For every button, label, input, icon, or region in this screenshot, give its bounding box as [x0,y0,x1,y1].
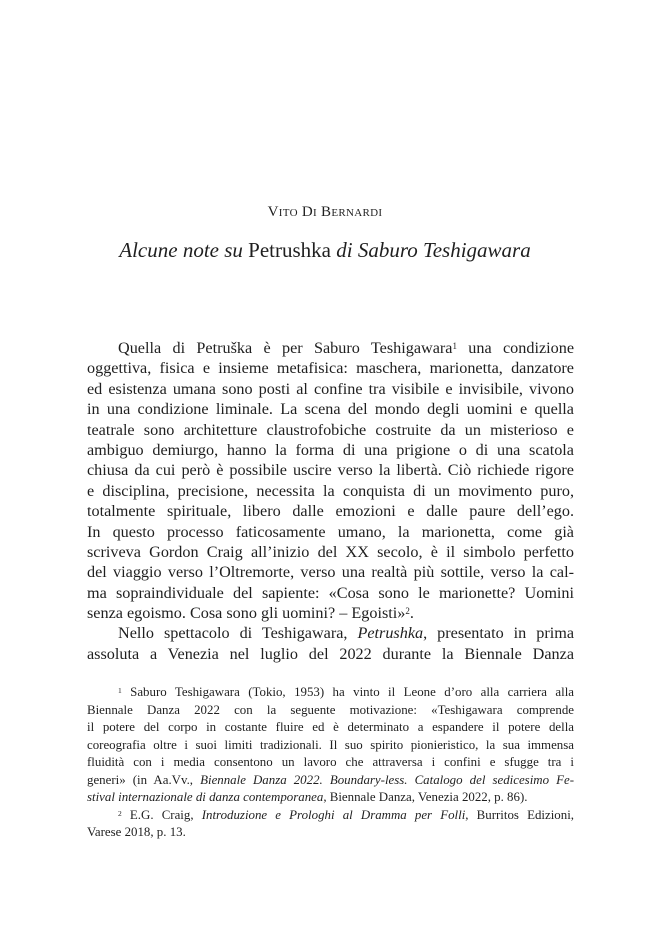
body-line: teatrale sono architetture claustrofobiche costruite da un misterioso e [87,420,574,439]
footnote-mark-2: 2 [118,808,122,818]
footnote-1-line: fluidità con i media consentono un lavoro che attraversa i confini e sfugge tra i [87,755,574,769]
title-part-2: Petrushka [248,238,331,262]
article-title [0,238,650,263]
footnote-2-line: Varese 2018, p. 13. [87,825,186,839]
work-title: Petrushka [357,624,424,643]
author-first-name: Vito [267,204,298,220]
body-line: ed esistenza umana sono posti al confine tra visibile e invisibile, vivono [87,379,574,398]
footnote-2-line: $^2$ E.G. Craig, Introduzione e Prologhi al Dramma per Folli, Burritos Edizioni, [118,807,574,822]
body-line: e disciplina, precisione, necessita la conquista di un movimento puro, [87,481,574,500]
body-line: Nello spettacolo di Teshigawara, Petrushka, presentato in prima [118,624,574,643]
body-line: in una condizione liminale. La scena del mondo degli uomini e quella [87,400,574,419]
body-line: assoluta a Venezia nel luglio del 2022 durante la Biennale Danza [87,644,574,663]
body-line: totalmente spirituale, libero dalle emozioni e dalle paure dell’ego. [87,502,574,521]
body-line: ambiguo demiurgo, hanno la forma di una prigione o di una scatola [87,440,574,459]
footnote-1-line: Biennale Danza 2022 con la seguente motivazione: «Teshigawara comprende [87,702,574,717]
body-line: chiusa da cui però è possibile uscire verso la libertà. Ciò richiede rigore [87,461,574,480]
footnote-1-line: generi» (in Aa.Vv., Biennale Danza 2022. Boundary-less. Catalogo del sedicesimo Fe- [87,772,574,787]
footnotes [87,684,574,842]
footnote-1-line: stival internazionale di danza contemporanea, Biennale Danza, Venezia 2022, p. 86). [87,790,528,804]
body-text [87,338,574,664]
body-line: Quella di Petruška è per Saburo Teshigawara$^1$ una condizione [118,339,575,357]
author-name [0,204,650,221]
footnote-1-line: $^1$ Saburo Teshigawara (Tokio, 1953) ha vinto il Leone d’oro alla carriera alla [118,685,574,699]
body-line: del viaggio verso l’Oltremorte, verso una realtà più sottile, verso la cal- [87,563,574,582]
title-part-3: di Saburo Teshigawara [336,238,531,262]
footnote-1-line: il potere del corpo in costante fluire ed è determinato a espandere il potere della [87,720,574,734]
body-line: senza egoismo. Cosa sono gli uomini? – Egoisti»$^2$. [87,604,414,623]
title-part-1: Alcune note su [119,238,243,262]
body-line: In questo processo faticosamente umano, la marionetta, come già [87,522,574,541]
footnote-ref-2[interactable]: 2 [405,606,410,617]
body-line: oggettiva, fisica e insieme metafisica: maschera, marionetta, danzatore [87,359,574,378]
author-last-name: Di Bernardi [301,204,383,220]
footnote-ref-1[interactable]: 1 [452,341,457,351]
footnote-1-line: coreografia oltre i suoi limiti tradizionali. Il suo spirito pionieristico, la sua immensa [87,737,574,752]
body-line: scriveva Gordon Craig all’inizio del XX secolo, è il simbolo perfetto [87,542,574,561]
body-line: ma sopraindividuale del sapiente: «Cosa sono le marionette? Uomini [87,583,574,602]
footnote-mark-1: 1 [118,686,122,695]
